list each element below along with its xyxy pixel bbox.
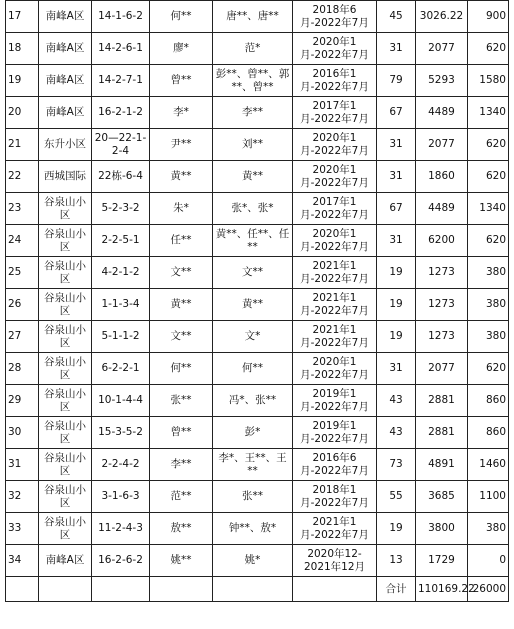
months-cell: 19	[377, 321, 416, 353]
months-cell: 73	[377, 449, 416, 481]
owner-cell: 张**	[150, 385, 213, 417]
row-number-cell: 34	[6, 545, 39, 577]
owner-cell: 黄**	[150, 289, 213, 321]
amount-cell: 6200	[416, 225, 468, 257]
residents-cell: 彭*	[213, 417, 293, 449]
subsidy-cell: 860	[468, 385, 509, 417]
months-cell: 79	[377, 65, 416, 97]
subsidy-cell: 1580	[468, 65, 509, 97]
residents-cell: 范*	[213, 33, 293, 65]
period-cell: 2020年1月-2022年7月	[293, 225, 377, 257]
row-number-cell: 28	[6, 353, 39, 385]
unit-number-cell: 14-2-7-1	[92, 65, 150, 97]
row-number-cell: 31	[6, 449, 39, 481]
total-cell-empty	[6, 577, 39, 602]
subsidy-cell: 620	[468, 129, 509, 161]
subsidy-cell: 1340	[468, 193, 509, 225]
amount-cell: 2881	[416, 417, 468, 449]
unit-number-cell: 22栋-6-4	[92, 161, 150, 193]
period-cell: 2021年1月-2022年7月	[293, 289, 377, 321]
community-cell: 南峰A区	[39, 33, 92, 65]
owner-cell: 姚**	[150, 545, 213, 577]
amount-cell: 4489	[416, 193, 468, 225]
total-cell-empty	[293, 577, 377, 602]
total-row	[6, 577, 509, 602]
total-amount: 110169.22	[416, 577, 468, 602]
amount-cell: 1729	[416, 545, 468, 577]
period-cell: 2016年1月-2022年7月	[293, 65, 377, 97]
residents-cell: 文**	[213, 257, 293, 289]
months-cell: 31	[377, 33, 416, 65]
row-number-cell: 17	[6, 1, 39, 33]
amount-cell: 3800	[416, 513, 468, 545]
subsidy-cell: 380	[468, 321, 509, 353]
subsidy-cell: 620	[468, 33, 509, 65]
residents-cell: 黄**、任**、任**	[213, 225, 293, 257]
months-cell: 67	[377, 97, 416, 129]
period-cell: 2020年1月-2022年7月	[293, 33, 377, 65]
owner-cell: 尹**	[150, 129, 213, 161]
table-row	[6, 65, 509, 97]
amount-cell: 1273	[416, 289, 468, 321]
community-cell: 谷泉山小区	[39, 193, 92, 225]
owner-cell: 曾**	[150, 65, 213, 97]
months-cell: 43	[377, 385, 416, 417]
subsidy-cell: 380	[468, 513, 509, 545]
table-row	[6, 257, 509, 289]
table-row	[6, 1, 509, 33]
subsidy-cell: 900	[468, 1, 509, 33]
table-row	[6, 321, 509, 353]
table-row	[6, 385, 509, 417]
owner-cell: 廖*	[150, 33, 213, 65]
owner-cell: 文**	[150, 321, 213, 353]
amount-cell: 5293	[416, 65, 468, 97]
table-row	[6, 129, 509, 161]
row-number-cell: 33	[6, 513, 39, 545]
residents-cell: 黄**	[213, 289, 293, 321]
community-cell: 谷泉山小区	[39, 289, 92, 321]
period-cell: 2021年1月-2022年7月	[293, 513, 377, 545]
subsidy-cell: 860	[468, 417, 509, 449]
residents-cell: 张*、张*	[213, 193, 293, 225]
amount-cell: 3685	[416, 481, 468, 513]
row-number-cell: 18	[6, 33, 39, 65]
subsidy-cell: 1340	[468, 97, 509, 129]
row-number-cell: 20	[6, 97, 39, 129]
period-cell: 2020年1月-2022年7月	[293, 353, 377, 385]
table-body	[6, 1, 509, 577]
community-cell: 南峰A区	[39, 545, 92, 577]
residents-cell: 何**	[213, 353, 293, 385]
subsidy-cell: 1100	[468, 481, 509, 513]
table-row	[6, 353, 509, 385]
community-cell: 南峰A区	[39, 97, 92, 129]
community-cell: 西城国际	[39, 161, 92, 193]
community-cell: 谷泉山小区	[39, 513, 92, 545]
period-cell: 2020年12-2021年12月	[293, 545, 377, 577]
table-row	[6, 545, 509, 577]
unit-number-cell: 1-1-3-4	[92, 289, 150, 321]
subsidy-cell: 620	[468, 225, 509, 257]
community-cell: 谷泉山小区	[39, 385, 92, 417]
months-cell: 55	[377, 481, 416, 513]
owner-cell: 曾**	[150, 417, 213, 449]
unit-number-cell: 15-3-5-2	[92, 417, 150, 449]
period-cell: 2017年1月-2022年7月	[293, 97, 377, 129]
owner-cell: 何**	[150, 1, 213, 33]
unit-number-cell: 16-2-1-2	[92, 97, 150, 129]
owner-cell: 何**	[150, 353, 213, 385]
community-cell: 谷泉山小区	[39, 321, 92, 353]
unit-number-cell: 6-2-2-1	[92, 353, 150, 385]
period-cell: 2016年6月-2022年7月	[293, 449, 377, 481]
row-number-cell: 19	[6, 65, 39, 97]
months-cell: 19	[377, 513, 416, 545]
total-cell-empty	[213, 577, 293, 602]
table-row	[6, 417, 509, 449]
total-cell-empty	[150, 577, 213, 602]
row-number-cell: 24	[6, 225, 39, 257]
unit-number-cell: 3-1-6-3	[92, 481, 150, 513]
row-number-cell: 30	[6, 417, 39, 449]
unit-number-cell: 14-1-6-2	[92, 1, 150, 33]
period-cell: 2019年1月-2022年7月	[293, 385, 377, 417]
residents-cell: 刘**	[213, 129, 293, 161]
months-cell: 31	[377, 161, 416, 193]
table-row	[6, 481, 509, 513]
period-cell: 2021年1月-2022年7月	[293, 257, 377, 289]
total-cell-empty	[92, 577, 150, 602]
table-row	[6, 161, 509, 193]
amount-cell: 1273	[416, 257, 468, 289]
table-row	[6, 513, 509, 545]
period-cell: 2021年1月-2022年7月	[293, 321, 377, 353]
community-cell: 南峰A区	[39, 65, 92, 97]
months-cell: 19	[377, 257, 416, 289]
unit-number-cell: 10-1-4-4	[92, 385, 150, 417]
community-cell: 谷泉山小区	[39, 257, 92, 289]
table-row	[6, 97, 509, 129]
subsidy-cell: 620	[468, 161, 509, 193]
months-cell: 45	[377, 1, 416, 33]
row-number-cell: 21	[6, 129, 39, 161]
period-cell: 2019年1月-2022年7月	[293, 417, 377, 449]
subsidy-cell: 620	[468, 353, 509, 385]
subsidy-cell: 380	[468, 257, 509, 289]
months-cell: 67	[377, 193, 416, 225]
amount-cell: 1273	[416, 321, 468, 353]
subsidy-cell: 0	[468, 545, 509, 577]
owner-cell: 文**	[150, 257, 213, 289]
months-cell: 31	[377, 353, 416, 385]
months-cell: 31	[377, 129, 416, 161]
period-cell: 2020年1月-2022年7月	[293, 161, 377, 193]
months-cell: 31	[377, 225, 416, 257]
period-cell: 2018年1月-2022年7月	[293, 481, 377, 513]
community-cell: 谷泉山小区	[39, 481, 92, 513]
months-cell: 19	[377, 289, 416, 321]
months-cell: 13	[377, 545, 416, 577]
total-cell-empty	[39, 577, 92, 602]
row-number-cell: 22	[6, 161, 39, 193]
data-table	[5, 0, 509, 602]
table-row	[6, 33, 509, 65]
amount-cell: 3026.22	[416, 1, 468, 33]
residents-cell: 唐**、唐**	[213, 1, 293, 33]
amount-cell: 2077	[416, 33, 468, 65]
community-cell: 谷泉山小区	[39, 417, 92, 449]
owner-cell: 范**	[150, 481, 213, 513]
residents-cell: 彭**、曾**、郭**、曾**	[213, 65, 293, 97]
amount-cell: 4489	[416, 97, 468, 129]
residents-cell: 黄**	[213, 161, 293, 193]
unit-number-cell: 5-2-3-2	[92, 193, 150, 225]
residents-cell: 文*	[213, 321, 293, 353]
unit-number-cell: 11-2-4-3	[92, 513, 150, 545]
table-row	[6, 449, 509, 481]
residents-cell: 冯*、张**	[213, 385, 293, 417]
row-number-cell: 27	[6, 321, 39, 353]
row-number-cell: 23	[6, 193, 39, 225]
unit-number-cell: 20—22-1-2-4	[92, 129, 150, 161]
unit-number-cell: 4-2-1-2	[92, 257, 150, 289]
residents-cell: 钟**、敖*	[213, 513, 293, 545]
unit-number-cell: 2-2-5-1	[92, 225, 150, 257]
owner-cell: 李**	[150, 449, 213, 481]
row-number-cell: 25	[6, 257, 39, 289]
residents-cell: 李*、王**、王**	[213, 449, 293, 481]
residents-cell: 姚*	[213, 545, 293, 577]
community-cell: 谷泉山小区	[39, 225, 92, 257]
amount-cell: 4891	[416, 449, 468, 481]
community-cell: 谷泉山小区	[39, 449, 92, 481]
table-row	[6, 193, 509, 225]
row-number-cell: 26	[6, 289, 39, 321]
amount-cell: 2077	[416, 129, 468, 161]
total-label: 合计	[377, 577, 416, 602]
period-cell: 2017年1月-2022年7月	[293, 193, 377, 225]
subsidy-cell: 1460	[468, 449, 509, 481]
owner-cell: 李*	[150, 97, 213, 129]
amount-cell: 2077	[416, 353, 468, 385]
residents-cell: 张**	[213, 481, 293, 513]
owner-cell: 黄**	[150, 161, 213, 193]
community-cell: 谷泉山小区	[39, 353, 92, 385]
table-row	[6, 289, 509, 321]
unit-number-cell: 16-2-6-2	[92, 545, 150, 577]
row-number-cell: 29	[6, 385, 39, 417]
period-cell: 2018年6月-2022年7月	[293, 1, 377, 33]
owner-cell: 任**	[150, 225, 213, 257]
owner-cell: 敖**	[150, 513, 213, 545]
residents-cell: 李**	[213, 97, 293, 129]
period-cell: 2020年1月-2022年7月	[293, 129, 377, 161]
community-cell: 东升小区	[39, 129, 92, 161]
community-cell: 南峰A区	[39, 1, 92, 33]
owner-cell: 朱*	[150, 193, 213, 225]
subsidy-cell: 380	[468, 289, 509, 321]
unit-number-cell: 2-2-4-2	[92, 449, 150, 481]
months-cell: 43	[377, 417, 416, 449]
unit-number-cell: 5-1-1-2	[92, 321, 150, 353]
row-number-cell: 32	[6, 481, 39, 513]
amount-cell: 2881	[416, 385, 468, 417]
total-subsidy: 26000	[468, 577, 509, 602]
unit-number-cell: 14-2-6-1	[92, 33, 150, 65]
amount-cell: 1860	[416, 161, 468, 193]
table-row	[6, 225, 509, 257]
